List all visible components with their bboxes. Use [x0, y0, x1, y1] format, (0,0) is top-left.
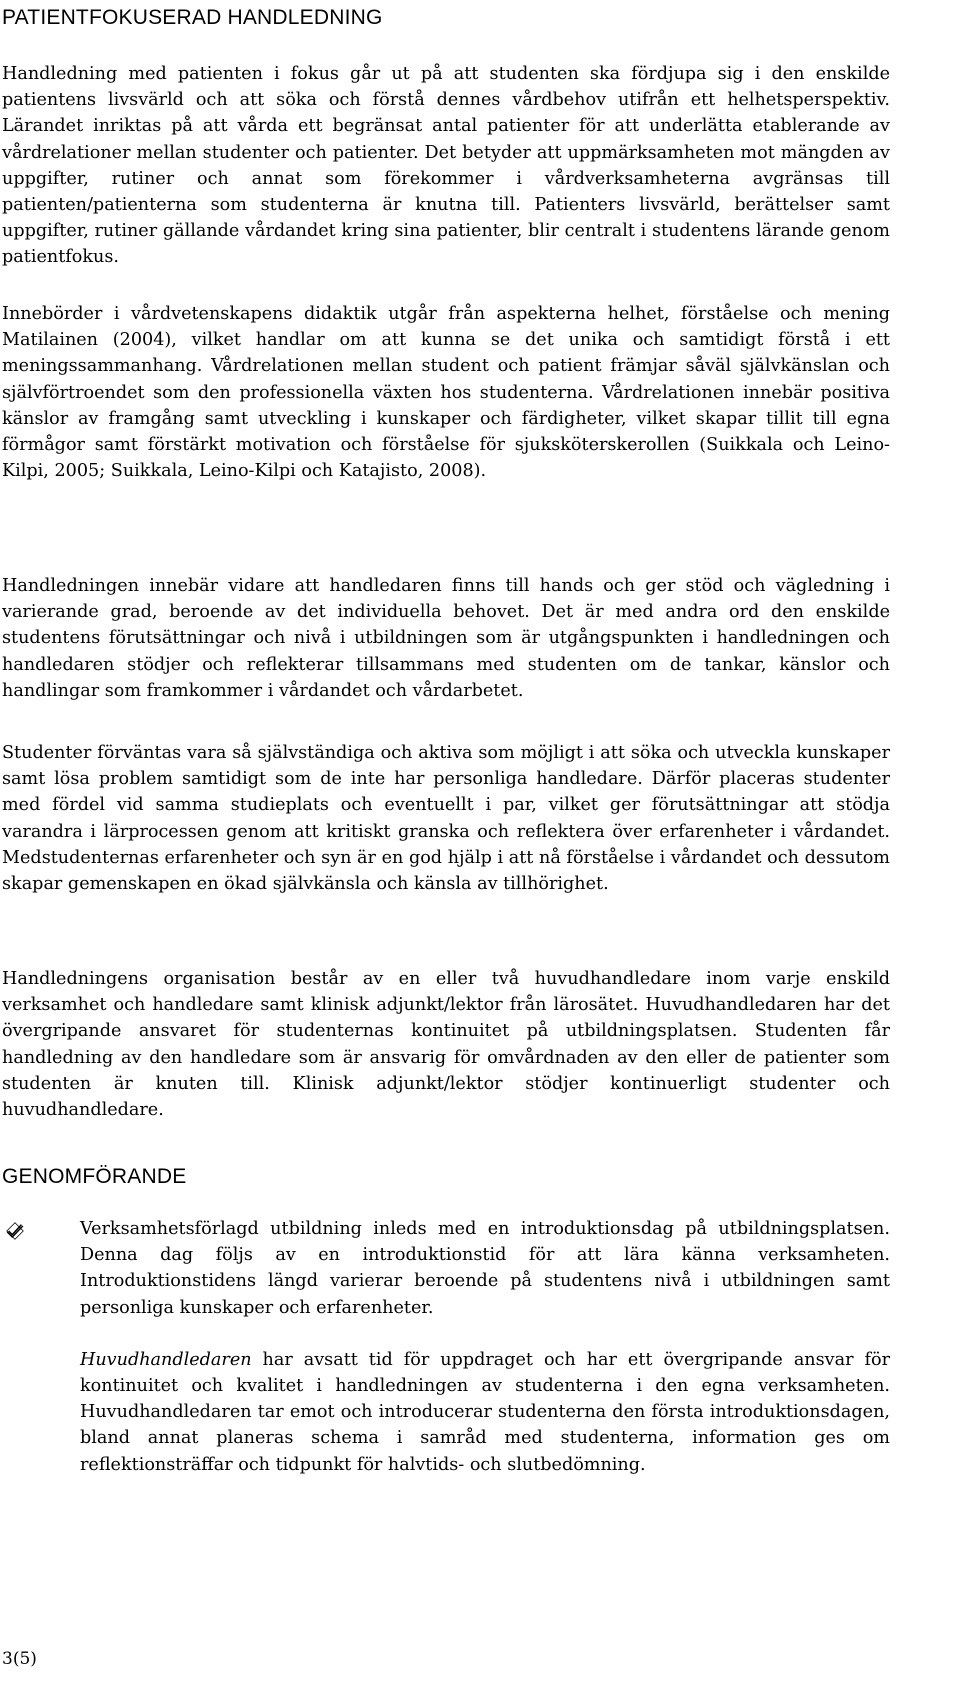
- emphasis-huvudhandledaren: Huvudhandledaren: [80, 1349, 252, 1370]
- section-heading-genomforande: GENOMFÖRANDE: [2, 1165, 187, 1188]
- bullet-text: [80, 1216, 890, 1478]
- paragraph-3: Handledningen innebär vidare att handledaren finns till hands och ger stöd och vägledning i varierande grad, beroende av det individuella behovet. Det är med andra ord den enskilde studentens förutsättningar och nivå i utbildningen som är utgångspunkten i handledningen och handledaren stödjer och reflekterar tillsammans med studenten om de tankar, känslor och handlingar som framkommer i vårdandet och vårdarbetet.: [2, 576, 890, 701]
- bullet-paragraph-2: [80, 1347, 890, 1478]
- page-number: 3(5): [2, 1649, 37, 1669]
- checkmark-diamond-icon: [4, 1220, 26, 1242]
- paragraph-2: Innebörder i vårdvetenskapens didaktik utgår från aspekterna helhet, förståelse och mening Matilainen (2004), vilket handlar om att kunna se det unika och samtidigt förstå i ett meningssammanhang. Vårdrelationen mellan student och patient främjar såväl självkänslan och självförtroendet som den professionella växten hos studenterna. Vårdrelationen innebär positiva känslor av framgång samt utveckling i kunskaper och färdigheter, vilket skapar tillit till egna förmågor samt förstärkt motivation och förståelse för sjuksköterskerollen (Suikkala och Leino-Kilpi, 2005; Suikkala, Leino-Kilpi och Katajisto, 2008).: [2, 304, 890, 482]
- paragraph-4: Studenter förväntas vara så självständiga och aktiva som möjligt i att söka och utveckla kunskaper samt lösa problem samtidigt som de inte har personliga handledare. Därför placeras studenter med fördel vid samma studieplats och eventuellt i par, vilket ger förutsättningar att stödja varandra i lärprocessen genom att kritiskt granska och reflektera över erfarenheter i vårdandet. Medstudenternas erfarenheter och syn är en god hjälp i att nå förståelse i vårdandet och dessutom skapar gemenskapen en ökad självkänsla och känsla av tillhörighet.: [2, 743, 890, 895]
- bullet-paragraph-2-rest: har avsatt tid för uppdraget och har ett övergripande ansvar för kontinuitet och kvalitet i handledningen av studenterna i den egna verksamheten. Huvudhandledaren tar emot och introducerar studenterna den första introduktionsdagen, bland annat planeras schema i samråd med studenterna, information ges om reflektionsträffar och tidpunkt för halvtids- och slutbedömning.: [80, 1349, 890, 1475]
- paragraph-1: Handledning med patienten i fokus går ut på att studenten ska fördjupa sig i den enskilde patientens livsvärld och att söka och förstå dennes vårdbehov utifrån ett helhetsperspektiv. Lärandet inriktas på att vårda ett begränsat antal patienter för att underlätta etablerande av vårdrelationer mellan studenter och patienter. Det betyder att uppmärksamheten mot mängden av uppgifter, rutiner och annat som förekommer i vårdverksamheterna avgränsas till patienten/patienterna som studenterna är knutna till. Patienters livsvärld, berättelser samt uppgifter, rutiner gällande vårdandet kring sina patienter, blir centralt i studentens lärande genom patientfokus.: [2, 64, 890, 268]
- section-heading-patientfokuserad: PATIENTFOKUSERAD HANDLEDNING: [2, 6, 383, 29]
- bullet-paragraph-1: Verksamhetsförlagd utbildning inleds med en introduktionsdag på utbildningsplatsen. Denna dag följs av en introduktionstid för att lära känna verksamheten. Introduktionstidens längd varierar beroende på studentens nivå i utbildningen samt personliga kunskaper och erfarenheter.: [80, 1219, 890, 1318]
- paragraph-5: Handledningens organisation består av en eller två huvudhandledare inom varje enskild verksamhet och handledare samt klinisk adjunkt/lektor från lärosätet. Huvudhandledaren har det övergripande ansvaret för studenternas kontinuitet på utbildningsplatsen. Studenten får handledning av den handledare som är ansvarig för omvårdnaden av den eller de patienter som studenten är knuten till. Klinisk adjunkt/lektor stödjer kontinuerligt studenter och huvudhandledare.: [2, 969, 890, 1121]
